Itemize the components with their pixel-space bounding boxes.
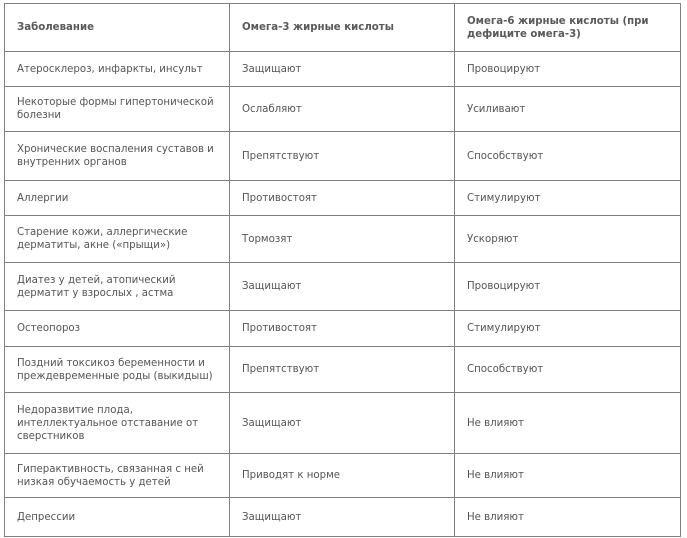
cell-disease: Атеросклероз, инфаркты, инсульт <box>5 52 230 87</box>
table-row <box>5 498 681 537</box>
header-disease: Заболевание <box>5 4 230 52</box>
cell-omega3: Препятствуют <box>230 132 455 181</box>
cell-omega3: Приводят к норме <box>230 454 455 498</box>
cell-omega3: Защищают <box>230 393 455 454</box>
cell-omega6: Не влияют <box>455 393 681 454</box>
cell-omega6: Стимулируют <box>455 311 681 347</box>
table-row <box>5 132 681 181</box>
cell-omega3: Препятствуют <box>230 347 455 393</box>
cell-omega3: Защищают <box>230 498 455 537</box>
table-row <box>5 216 681 263</box>
cell-omega6: Усиливают <box>455 87 681 132</box>
cell-omega6: Не влияют <box>455 498 681 537</box>
cell-omega6: Провоцируют <box>455 52 681 87</box>
cell-disease: Депрессии <box>5 498 230 537</box>
cell-omega6: Стимулируют <box>455 181 681 216</box>
table-row <box>5 181 681 216</box>
table-row <box>5 393 681 454</box>
cell-disease: Хронические воспаления суставов и внутренних органов <box>5 132 230 181</box>
cell-disease: Аллергии <box>5 181 230 216</box>
table-row <box>5 87 681 132</box>
cell-omega3: Защищают <box>230 52 455 87</box>
table-row <box>5 263 681 311</box>
comparison-table-wrapper <box>4 3 680 537</box>
cell-omega3: Противостоят <box>230 181 455 216</box>
omega-comparison-table <box>4 3 681 537</box>
cell-omega6: Не влияют <box>455 454 681 498</box>
cell-omega6: Ускоряют <box>455 216 681 263</box>
header-omega6: Омега-6 жирные кислоты (при дефиците омега-3) <box>455 4 681 52</box>
cell-disease: Старение кожи, аллергические дерматиты, акне («прыщи») <box>5 216 230 263</box>
cell-omega3: Ослабляют <box>230 87 455 132</box>
table-row <box>5 52 681 87</box>
table-row <box>5 454 681 498</box>
cell-omega3: Тормозят <box>230 216 455 263</box>
header-omega3: Омега-3 жирные кислоты <box>230 4 455 52</box>
cell-disease: Остеопороз <box>5 311 230 347</box>
cell-omega6: Способствуют <box>455 347 681 393</box>
cell-disease: Недоразвитие плода, интеллектуальное отставание от сверстников <box>5 393 230 454</box>
cell-omega3: Противостоят <box>230 311 455 347</box>
table-row <box>5 347 681 393</box>
cell-disease: Поздний токсикоз беременности и преждевременные роды (выкидыш) <box>5 347 230 393</box>
cell-disease: Гиперактивность, связанная с ней низкая обучаемость у детей <box>5 454 230 498</box>
cell-disease: Диатез у детей, атопический дерматит у взрослых , астма <box>5 263 230 311</box>
cell-omega6: Способствуют <box>455 132 681 181</box>
table-row <box>5 311 681 347</box>
cell-disease: Некоторые формы гипертонической болезни <box>5 87 230 132</box>
cell-omega6: Провоцируют <box>455 263 681 311</box>
cell-omega3: Защищают <box>230 263 455 311</box>
table-header-row <box>5 4 681 52</box>
